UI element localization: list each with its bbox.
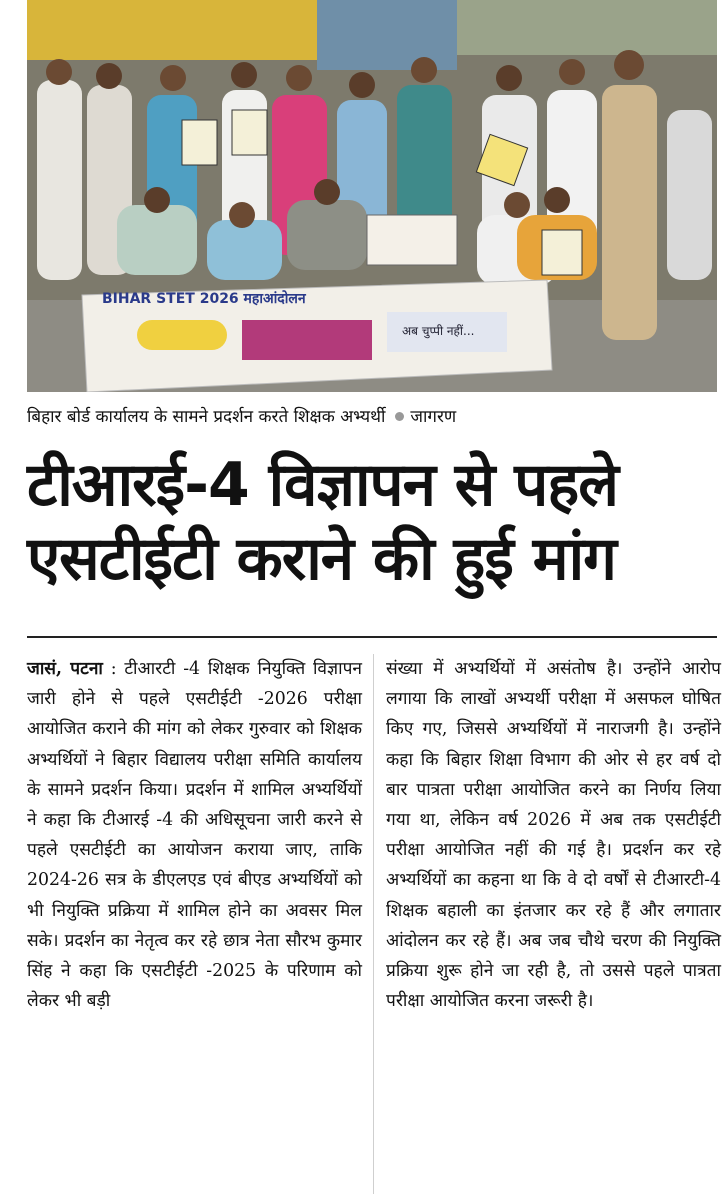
column-1-text: टीआरटी -4 शिक्षक नियुक्ति विज्ञापन जारी होने से पहले एसटीईटी -2026 परीक्षा आयोजित कराने की मांग को लेकर गुरुवार को शिक्षक अभ्यर्थियों ने बिहार विद्यालय परीक्षा समिति कार्यालय के सामने प्रदर्शन किया। प्रदर्शन में शामिल अभ्यर्थियों ने कहा कि टीआरई -4 की अधिसूचना जारी करने से पहले एसटीईटी का आयोजन कराया जाए, ताकि 2024-26 सत्र के डीएलएड एवं बीएड अभ्यर्थियों को भी नियुक्ति प्रक्रिया में शामिल होने का अवसर मिल सके। प्रदर्शन का नेतृत्व कर रहे छात्र नेता सौरभ कुमार सिंह ने कहा कि एसटीईटी -2025 के परिणाम को लेकर भी बड़ी [27,659,363,1012]
banner-text: BIHAR STET 2026 महाआंदोलन [102,291,306,307]
protest-photo-icon [27,0,717,392]
column-2-text: संख्या में अभ्यर्थियों में असंतोष है। उन्होंने आरोप लगाया कि लाखों अभ्यर्थी परीक्षा में असफल घोषित किए गए, जिससे अभ्यर्थियों में नाराजगी है। उन्होंने कहा कि बिहार शिक्षा विभाग की ओर से हर वर्ष दो बार पात्रता परीक्षा आयोजित करने का निर्णय लिया गया था, लेकिन वर्ष 2026 में अब तक एसटीईटी परीक्षा आयोजित नहीं की गई है। प्रदर्शन कर रहे अभ्यर्थियों का कहना था कि वे दो वर्षों से टीआरटी-4 शिक्षक बहाली का इंतजार कर रहे हैं और लगातार आंदोलन कर रहे हैं। अब जब चौथे चरण की नियुक्ति प्रक्रिया शुरू होने जा रही है, तो उससे पहले पात्रता परीक्षा आयोजित करना जरूरी है। [386,659,721,1012]
banner-side-text: अब चुप्पी नहीं... [402,324,475,338]
bullet-icon [395,412,404,421]
headline-rule [27,636,717,638]
headline [27,448,717,596]
headline-line-1: टीआरई-4 विज्ञापन से पहले [27,450,618,520]
caption-source: जागरण [410,407,457,427]
column-divider [373,654,374,1194]
article-column-2 [386,654,721,1016]
article-column-1: जासं, पटना : टीआरटी -4 शिक्षक नियुक्ति विज्ञापन जारी होने से पहले एसटीईटी -2026 परीक्षा आयोजित कराने की मांग को लेकर गुरुवार को शिक्षक अभ्यर्थियों ने बिहार विद्यालय परीक्षा समिति कार्यालय के सामने प्रदर्शन किया। प्रदर्शन में शामिल अभ्यर्थियों ने कहा कि टीआरई -4 की अधिसूचना जारी करने से पहले एसटीईटी का आयोजन कराया जाए, ताकि 2024-26 सत्र के डीएलएड एवं बीएड अभ्यर्थियों को भी नियुक्ति प्रक्रिया में शामिल होने का अवसर मिल सके। प्रदर्शन का नेतृत्व कर रहे छात्र नेता सौरभ कुमार सिंह ने कहा कि एसटीईटी -2025 के परिणाम को लेकर भी बड़ी [27,659,363,1012]
headline-line-2: एसटीईटी कराने की हुई मांग [27,524,616,594]
caption-text: बिहार बोर्ड कार्यालय के सामने प्रदर्शन करते शिक्षक अभ्यर्थी [27,407,386,427]
photo-caption [27,404,707,430]
dateline: जासं, पटना [27,659,103,679]
protest-photo [27,0,717,392]
